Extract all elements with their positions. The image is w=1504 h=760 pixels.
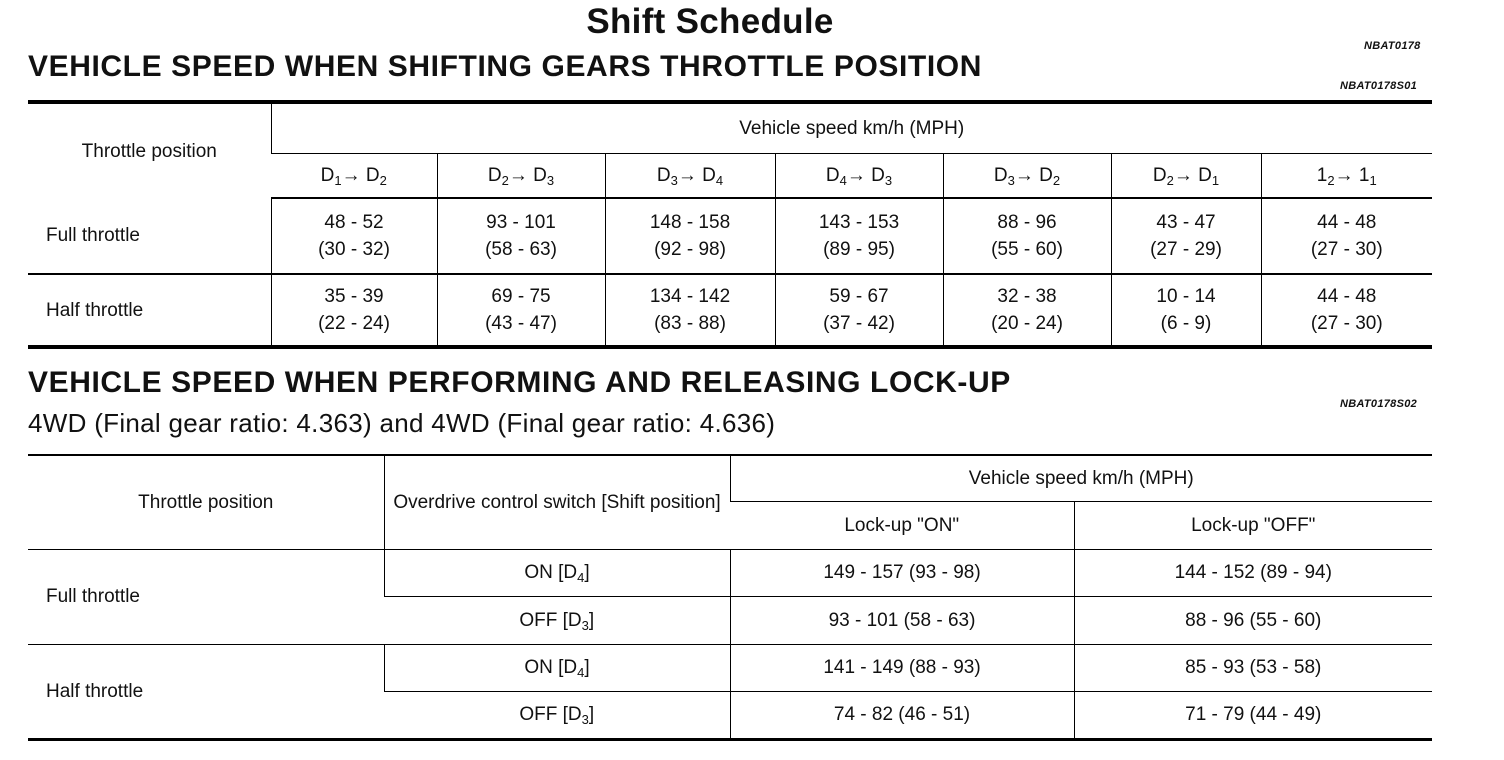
kmh-value: 35 - 39: [324, 286, 384, 307]
switch-position-cell: OFF $[D_3]$: [384, 596, 730, 644]
switch-position-cell: ON $[D_4]$: [384, 549, 730, 596]
switch-position-cell: ON $[D_4]$: [384, 644, 730, 691]
table-row: [28, 198, 1432, 274]
vehicle-speed-header: Vehicle speed km/h (MPH): [271, 102, 1432, 153]
section1-code: NBAT0178S01: [1340, 80, 1418, 92]
speed-cell: [943, 198, 1111, 274]
speed-cell: [605, 274, 775, 347]
mph-value: (58 - 63): [485, 239, 557, 260]
mph-value: (55 - 60): [991, 239, 1063, 260]
table-row: [28, 644, 1432, 691]
section2-subtitle: 4WD (Final gear ratio: 4.363) and 4WD (Final gear ratio: 4.636): [28, 408, 776, 438]
gear-change-header: $1_2\to 1_1$: [1261, 153, 1432, 198]
kmh-value: 44 - 48: [1317, 286, 1377, 307]
speed-cell: [1261, 274, 1432, 347]
kmh-value: 88 - 96: [997, 212, 1057, 233]
kmh-value: 10 - 14: [1156, 286, 1216, 307]
speed-cell: [775, 274, 943, 347]
mph-value: (22 - 24): [318, 313, 390, 334]
row-label: Half throttle: [28, 644, 384, 739]
kmh-value: 143 - 153: [818, 212, 900, 233]
lockup-on-cell: 74 - 82 (46 - 51): [730, 691, 1074, 739]
speed-cell: [1111, 198, 1261, 274]
gear-change-header: $D_1\to D_2$: [271, 153, 437, 198]
lockup-off-header: Lock-up "OFF": [1074, 501, 1432, 549]
lockup-speed-table: [28, 454, 1432, 741]
row-label: Full throttle: [28, 549, 384, 644]
lockup-on-header: Lock-up "ON": [730, 501, 1074, 549]
kmh-value: 43 - 47: [1156, 212, 1216, 233]
gear-change-header: $D_3\to D_4$: [605, 153, 775, 198]
mph-value: (27 - 29): [1150, 239, 1222, 260]
lockup-off-cell: 144 - 152 (89 - 94): [1074, 549, 1432, 596]
mph-value: (92 - 98): [654, 239, 726, 260]
kmh-value: 44 - 48: [1317, 212, 1377, 233]
overdrive-switch-header: Overdrive control switch [Shift position]: [384, 455, 730, 549]
gear-change-header: $D_3\to D_2$: [943, 153, 1111, 198]
speed-cell: [1111, 274, 1261, 347]
row-label: Full throttle: [28, 198, 271, 274]
throttle-position-header: Throttle position: [28, 455, 384, 549]
table-row: [28, 274, 1432, 347]
mph-value: (20 - 24): [991, 313, 1063, 334]
speed-cell: [271, 274, 437, 347]
throttle-position-header: Throttle position: [81, 140, 217, 162]
speed-cell: [437, 274, 605, 347]
lockup-off-cell: 71 - 79 (44 - 49): [1074, 691, 1432, 739]
speed-cell: [437, 198, 605, 274]
table-row: [28, 549, 1432, 596]
lockup-on-cell: 141 - 149 (88 - 93): [730, 644, 1074, 691]
kmh-value: 69 - 75: [491, 286, 551, 307]
mph-value: (83 - 88): [654, 313, 726, 334]
mph-value: (37 - 42): [823, 313, 895, 334]
switch-position-cell: OFF $[D_3]$: [384, 691, 730, 739]
section1-heading: VEHICLE SPEED WHEN SHIFTING GEARS THROTTLE POSITION: [28, 50, 982, 83]
kmh-value: 48 - 52: [324, 212, 384, 233]
lockup-on-cell: 149 - 157 (93 - 98): [730, 549, 1074, 596]
mph-value: (27 - 30): [1310, 313, 1383, 334]
speed-cell: [1261, 198, 1432, 274]
vehicle-speed-header: Vehicle speed km/h (MPH): [730, 455, 1432, 501]
mph-value: (30 - 32): [318, 239, 390, 260]
speed-cell: [775, 198, 943, 274]
speed-cell: [943, 274, 1111, 347]
lockup-off-cell: 85 - 93 (53 - 58): [1074, 644, 1432, 691]
kmh-value: 32 - 38: [997, 286, 1057, 307]
gear-change-header: $D_4\to D_3$: [775, 153, 943, 198]
section2-code: NBAT0178S02: [1340, 398, 1418, 410]
speed-cell: [605, 198, 775, 274]
mph-value: (43 - 47): [485, 313, 557, 334]
kmh-value: 93 - 101: [486, 212, 556, 233]
shift-speed-table: [28, 100, 1432, 349]
mph-value: (27 - 30): [1310, 239, 1383, 260]
gear-change-header: $D_2\to D_1$: [1111, 153, 1261, 198]
mph-value: (89 - 95): [823, 239, 895, 260]
kmh-value: 134 - 142: [649, 286, 731, 307]
lockup-off-cell: 88 - 96 (55 - 60): [1074, 596, 1432, 644]
kmh-value: 148 - 158: [649, 212, 731, 233]
lockup-on-cell: 93 - 101 (58 - 63): [730, 596, 1074, 644]
page-title: Shift Schedule: [586, 2, 834, 41]
row-label: Half throttle: [46, 299, 144, 321]
page-code: NBAT0178: [1364, 40, 1421, 52]
section2-heading: VEHICLE SPEED WHEN PERFORMING AND RELEASING LOCK-UP: [28, 366, 1011, 399]
kmh-value: 59 - 67: [829, 286, 889, 307]
gear-change-header: $D_2\to D_3$: [437, 153, 605, 198]
speed-cell: [271, 198, 437, 274]
mph-value: (6 - 9): [1160, 313, 1212, 334]
